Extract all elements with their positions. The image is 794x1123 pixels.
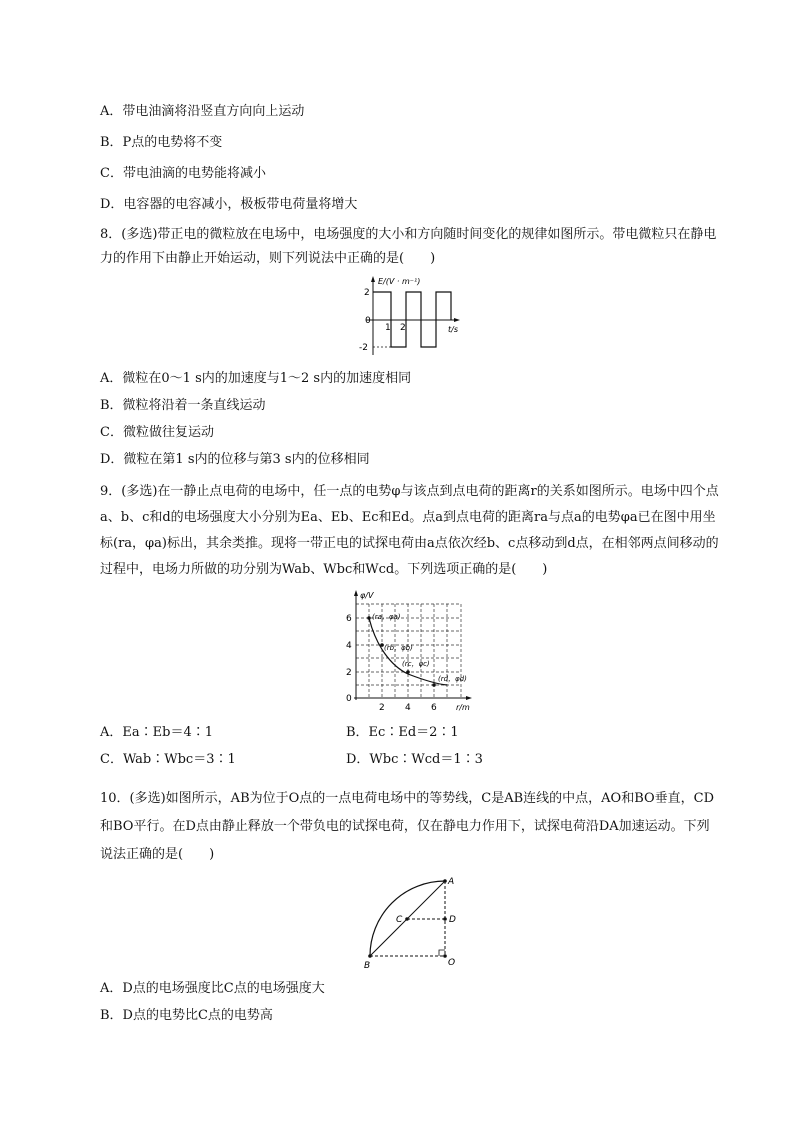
q7-option-b: B．P点的电势将不变 (100, 135, 223, 150)
q10-label-d: D (449, 915, 456, 925)
q8-ytick-neg2: -2 (359, 343, 368, 353)
q8-option-b: B．微粒将沿着一条直线运动 (100, 398, 266, 413)
q9-point-a-label: (ra，φa) (372, 613, 401, 621)
q7-option-d: D．电容器的电容减小，极板带电荷量将增大 (100, 197, 358, 212)
q8-xtick-2: 2 (400, 323, 406, 333)
q9-point-d-label: (rd，φd) (438, 675, 467, 683)
q8-xtick-1: 1 (385, 323, 391, 333)
q10-option-b: B．D点的电势比C点的电势高 (100, 1008, 273, 1023)
q8-option-d: D．微粒在第1 s内的位移与第3 s内的位移相同 (100, 452, 370, 467)
q9-ytick-0: 0 (346, 694, 352, 704)
q8-option-c: C．微粒做往复运动 (100, 425, 214, 440)
q9-option-b: B．Ec∶Ed＝2∶1 (346, 725, 459, 740)
q9-stem: 9．(多选)在一静止点电荷的电场中，任一点的电势φ与该点到点电荷的距离r的关系如图所示。电场中四个点a、b、c和d的电场强度大小分别为Ea、Eb、Ec和Ed。点a到点电荷的距离ra与点a的电势φa已在图中用坐标(ra，φa)标出，其余类推。现将一带正电的试探电荷由a点依次经b、c点移动到d点，在相邻两点间移动的过程中，电场力所做的功分别为Wab、Wbc和Wcd。下列选项正确的是( ) (100, 484, 719, 577)
q8-stem: 8．(多选)带正电的微粒放在电场中，电场强度的大小和方向随时间变化的规律如图所示。带电微粒只在静电力的作用下由静止开始运动，则下列说法中正确的是( ) (100, 227, 717, 266)
q8-figure (356, 272, 486, 358)
q9-ytick-2: 2 (346, 668, 352, 678)
q10-label-o: O (448, 958, 456, 968)
q9-xtick-6: 6 (431, 703, 437, 713)
q7-option-c: C．带电油滴的电势能将减小 (100, 166, 266, 181)
q8-ylabel: E/(V · m⁻¹) (378, 277, 421, 286)
q9-xlabel: r/m (456, 703, 470, 712)
q9-point-b-label: (rb，φb) (384, 644, 413, 652)
q8-ytick-0: 0 (365, 316, 371, 326)
q10-stem: 10．(多选)如图所示，AB为位于O点的一点电荷电场中的等势线，C是AB连线的中点，AO和BO垂直，CD和BO平行。在D点由静止释放一个带负电的试探电荷，仅在静电力作用下，试探电荷沿DA加速运动。下列说法正确的是( ) (100, 791, 715, 862)
q10-figure (360, 872, 470, 972)
q8-xlabel: t/s (448, 325, 458, 334)
q9-option-a: A．Ea∶Eb＝4∶1 (100, 725, 213, 740)
q9-ylabel: φ/V (360, 591, 374, 600)
q10-label-b: B (364, 961, 371, 971)
q9-xtick-4: 4 (405, 703, 411, 713)
q9-ytick-4: 4 (346, 641, 352, 651)
q10-label-a: A (448, 877, 455, 887)
q8-ytick-2: 2 (364, 288, 370, 298)
q9-ytick-6: 6 (346, 614, 352, 624)
q9-point-c-label: (rc，φc) (402, 660, 430, 668)
q10-option-a: A．D点的电场强度比C点的电场强度大 (100, 981, 325, 996)
q9-figure (336, 586, 478, 714)
q10-label-c: C (396, 915, 403, 925)
q8-option-a: A．微粒在0～1 s内的加速度与1～2 s内的加速度相同 (100, 371, 412, 386)
q9-xtick-2: 2 (379, 703, 385, 713)
q9-option-d: D．Wbc∶Wcd＝1∶3 (346, 752, 483, 767)
q7-option-a: A．带电油滴将沿竖直方向向上运动 (100, 104, 305, 119)
q9-option-c: C．Wab∶Wbc＝3∶1 (100, 752, 236, 767)
